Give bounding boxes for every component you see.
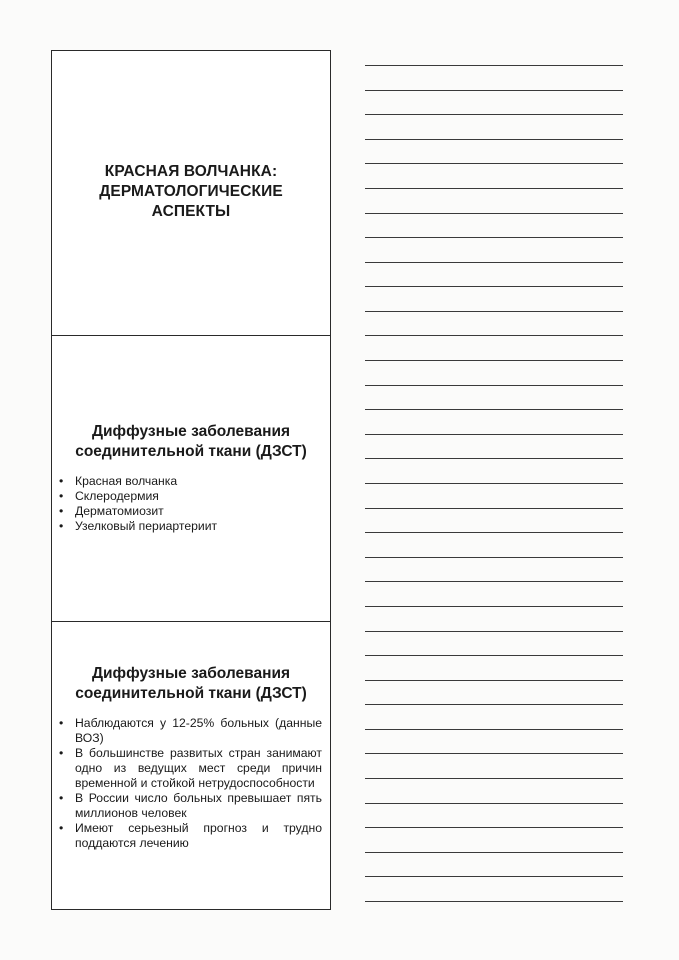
list-item-text: Склеродермия bbox=[75, 489, 159, 503]
note-line bbox=[365, 409, 623, 410]
slide-title bbox=[51, 50, 331, 336]
note-line bbox=[365, 311, 623, 312]
slides-column bbox=[51, 50, 333, 910]
note-line bbox=[365, 827, 623, 828]
note-line bbox=[365, 606, 623, 607]
slide-heading: Диффузные заболевания соединительной ткани (ДЗСТ) bbox=[75, 423, 307, 460]
note-line bbox=[365, 139, 623, 140]
note-line bbox=[365, 286, 623, 287]
note-line bbox=[365, 581, 623, 582]
note-line bbox=[365, 188, 623, 189]
note-line bbox=[365, 483, 623, 484]
note-line bbox=[365, 680, 623, 681]
slide-dzst-facts bbox=[51, 621, 331, 910]
bullet-icon: • bbox=[59, 821, 64, 835]
note-line bbox=[365, 753, 623, 754]
list-item-text: Дерматомиозит bbox=[75, 504, 164, 518]
note-line bbox=[365, 360, 623, 361]
bullet-icon: • bbox=[59, 519, 64, 533]
note-line bbox=[365, 237, 623, 238]
bullet-icon: • bbox=[59, 791, 64, 805]
note-line bbox=[365, 631, 623, 632]
list-item bbox=[58, 519, 322, 534]
list-item bbox=[58, 474, 322, 489]
note-line bbox=[365, 90, 623, 91]
note-line bbox=[365, 508, 623, 509]
list-item-text: В России число больных превышает пять миллионов человек bbox=[75, 791, 322, 820]
list-item-text: Наблюдаются у 12-25% больных (данные ВОЗ) bbox=[75, 716, 322, 745]
bullet-icon: • bbox=[59, 504, 64, 518]
list-item-text: Имеют серьезный прогноз и трудно поддаются лечению bbox=[75, 821, 322, 850]
list-item bbox=[58, 746, 322, 791]
note-line bbox=[365, 557, 623, 558]
list-item bbox=[58, 504, 322, 519]
note-line bbox=[365, 803, 623, 804]
note-line bbox=[365, 114, 623, 115]
list-item bbox=[58, 716, 322, 746]
bullet-list bbox=[58, 474, 322, 534]
list-item-text: Красная волчанка bbox=[75, 474, 178, 488]
bullet-icon: • bbox=[59, 746, 64, 760]
note-line bbox=[365, 655, 623, 656]
bullet-icon: • bbox=[59, 474, 64, 488]
note-line bbox=[365, 458, 623, 459]
note-line bbox=[365, 65, 623, 66]
note-line bbox=[365, 704, 623, 705]
note-line bbox=[365, 163, 623, 164]
list-item-text: В большинстве развитых стран занимают одно из ведущих мест среди причин временной и стойкой нетрудоспособности bbox=[75, 746, 322, 790]
note-line bbox=[365, 876, 623, 877]
note-line bbox=[365, 213, 623, 214]
note-line bbox=[365, 852, 623, 853]
note-line bbox=[365, 901, 623, 902]
list-item bbox=[58, 791, 322, 821]
slide-heading: Диффузные заболевания соединительной ткани (ДЗСТ) bbox=[75, 665, 307, 702]
list-item bbox=[58, 489, 322, 504]
note-line bbox=[365, 335, 623, 336]
notes-area bbox=[365, 0, 623, 960]
note-line bbox=[365, 262, 623, 263]
slide-title-text: КРАСНАЯ ВОЛЧАНКА: ДЕРМАТОЛОГИЧЕСКИЕ АСПЕКТЫ bbox=[99, 163, 283, 220]
note-line bbox=[365, 385, 623, 386]
bullet-icon: • bbox=[59, 489, 64, 503]
note-line bbox=[365, 532, 623, 533]
list-item bbox=[58, 821, 322, 851]
note-line bbox=[365, 729, 623, 730]
bullet-list bbox=[58, 716, 322, 851]
list-item-text: Узелковый периартериит bbox=[75, 519, 218, 533]
slide-dzst-list bbox=[51, 335, 331, 622]
bullet-icon: • bbox=[59, 716, 64, 730]
note-line bbox=[365, 778, 623, 779]
note-line bbox=[365, 434, 623, 435]
